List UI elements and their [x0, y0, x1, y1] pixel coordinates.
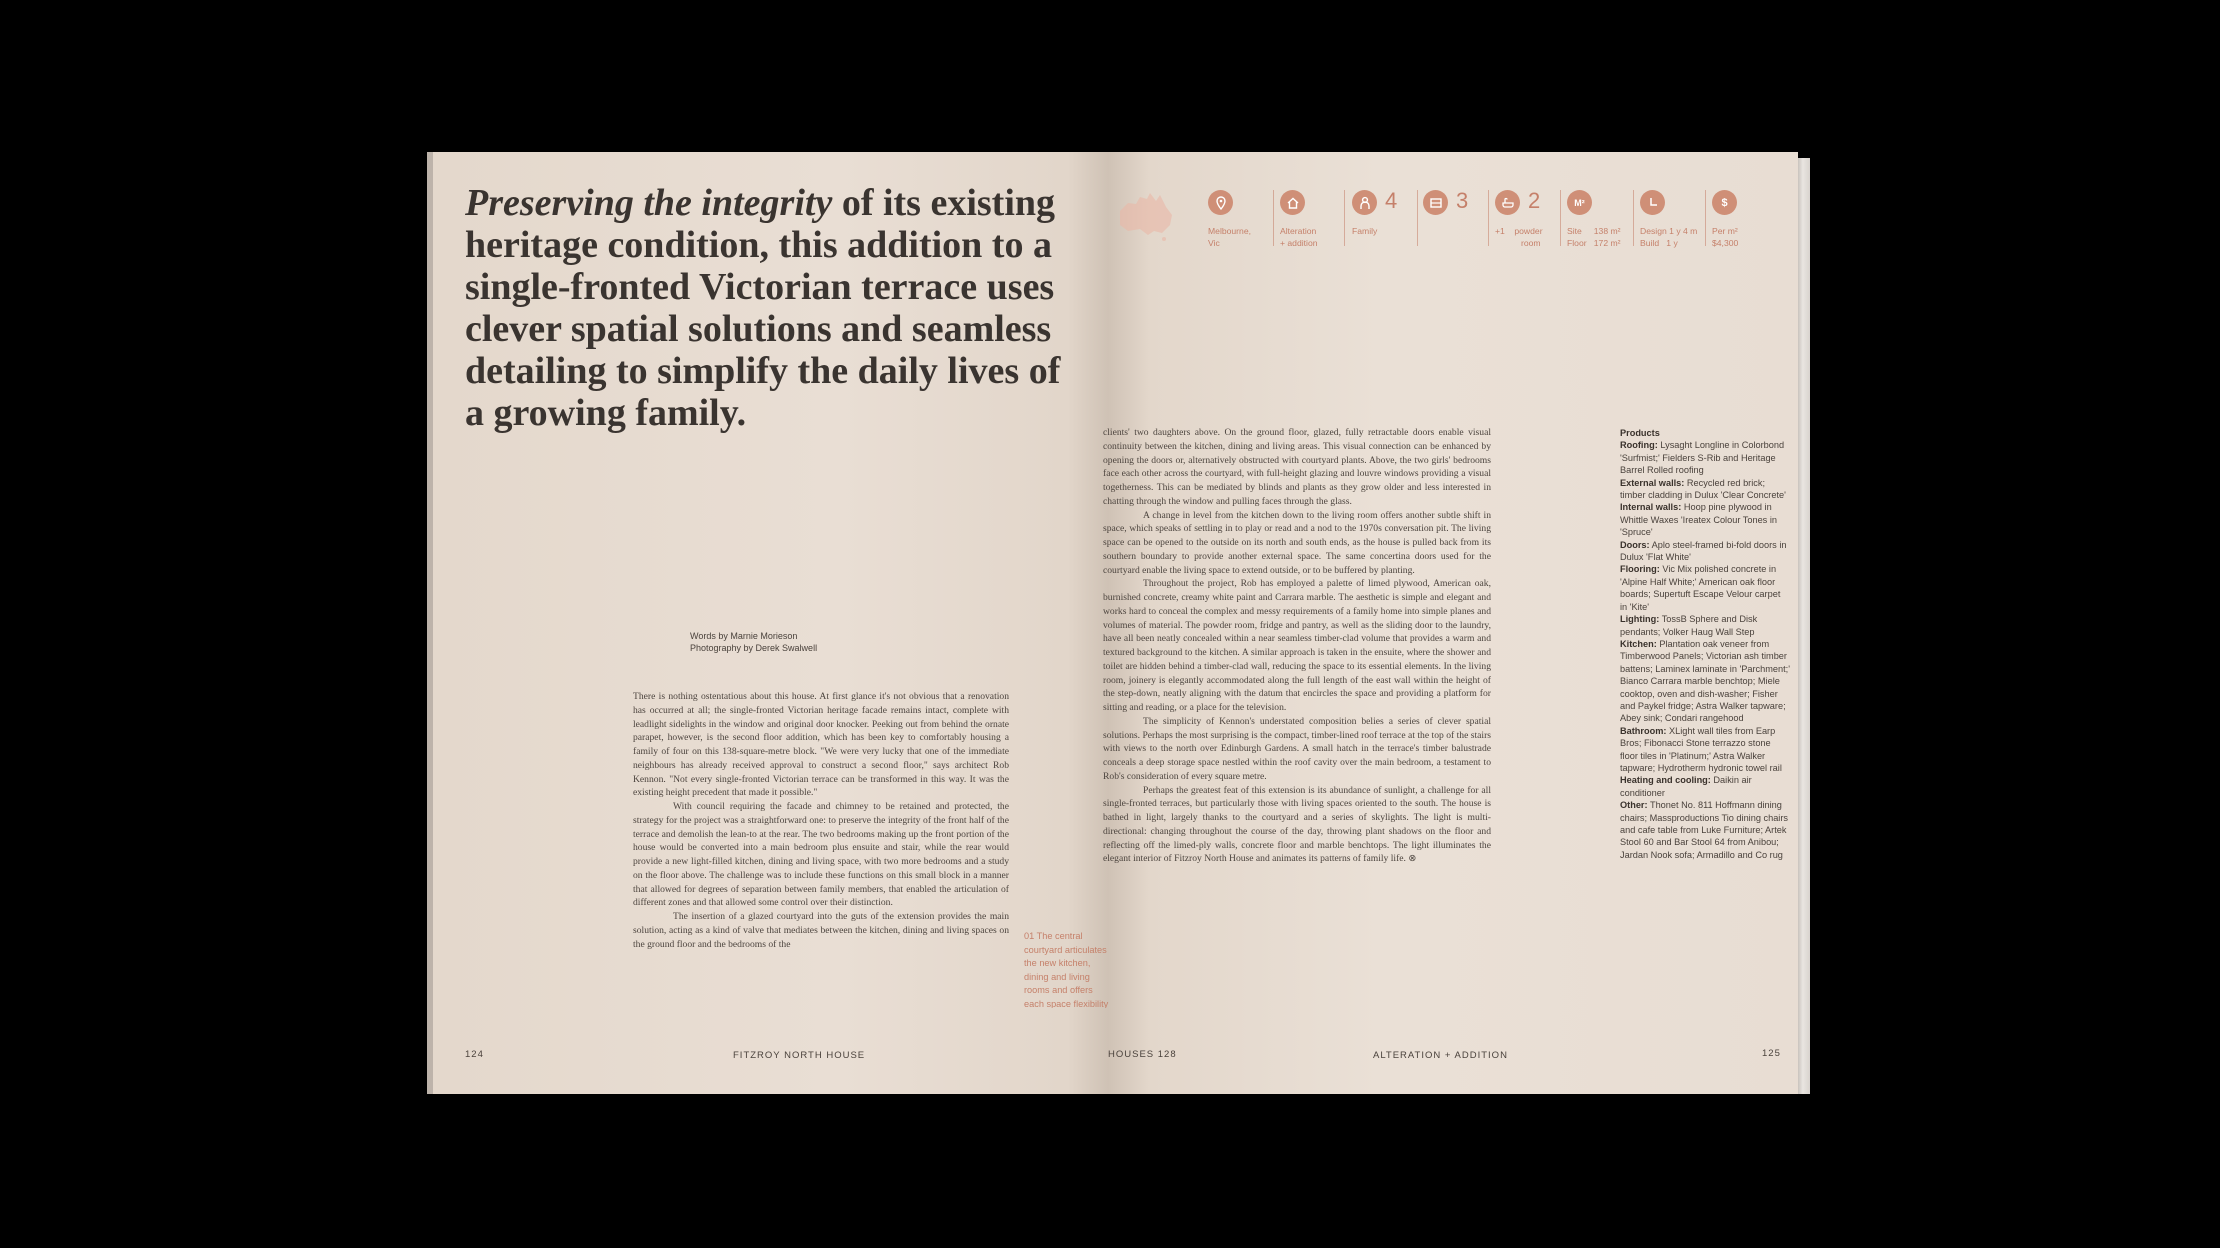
magazine-issue: HOUSES 128 — [1108, 1049, 1177, 1060]
stat-label — [1640, 237, 1704, 249]
bathroom-count: 2 — [1528, 188, 1541, 213]
floor-label: Floor — [1567, 238, 1587, 248]
body-paragraph: The simplicity of Kennon's understated composition belies a series of clever spatial solutions. Perhaps the most surprising is the compact, timber-lined roof terrace at the top of the stairs with views to the north over Edinburgh Gardens. A small hatch in the terrace's timber balustrade conceals a deep storage space nestled within the roof cavity over the main bedroom, a testament to Rob's consideration of every square metre. — [1103, 715, 1491, 782]
stat-label — [1567, 225, 1627, 237]
product-label: Lighting: — [1620, 614, 1660, 625]
location-pin-icon — [1208, 190, 1233, 215]
product-item — [1620, 613, 1790, 638]
product-label: Heating and cooling: — [1620, 775, 1711, 786]
caption-line: 01 The central — [1024, 931, 1083, 941]
left-body-column — [633, 690, 1009, 1008]
product-text: Hoop pine plywood in Whittle Waxes 'Ireatex Colour Tones in 'Spruce' — [1620, 502, 1777, 538]
bedroom-count: 3 — [1456, 188, 1469, 213]
product-item — [1620, 439, 1790, 476]
products-title: Products — [1620, 428, 1660, 438]
floor-value: 172 m² — [1593, 238, 1621, 248]
divider — [1417, 190, 1418, 246]
product-text: TossB Sphere and Disk pendants; Volker Haug Wall Step — [1620, 614, 1758, 637]
people-count: 4 — [1385, 188, 1398, 213]
body-paragraph: There is nothing ostentatious about this house. At first glance it's not obvious that a renovation has occurred at all; the single-fronted Victorian heritage facade remains intact, complete with leadlight sidelights in the window and original door knocker. Peeking out from behind the ornate parapet, however, is the second floor addition, which has been key to comfortably housing a family of four on this 138-square-metre block. "We were very lucky that one of the immediate neighbours has already received approval to construct a second floor," says architect Rob Kennon. "Not every single-fronted Victorian terrace can be transformed in this way. It was the existing height precedent that made it possible." — [633, 691, 1009, 799]
body-paragraph: Perhaps the greatest feat of this extension is its abundance of sunlight, a challenge for all single-fronted terraces, but particularly those with living spaces oriented to the south. The house is bathed in light, largely thanks to the courtyard and a series of skylights. The light is multi-directional: changing throughout the course of the day, throwing plant shadows on the floor and reflecting off the limed-ply walls, concrete floor and marble benchtops. The light illuminates the elegant interior of Fitzroy North House and animates its patterns of family life. ⊗ — [1103, 784, 1491, 865]
body-paragraph: Throughout the project, Rob has employed a palette of limed plywood, American oak, burnished concrete, creamy white paint and Carrara marble. The aesthetic is simple and elegant and works hard to conceal the complex and messy requirements of a family home into simple planes and volumes of material. The powder room, fridge and pantry, as well as the sliding door to the laundry, have all been neatly concealed within a near seamless timber-clad volume that provides a warm and textured background to the kitchen. A similar approach is taken in the ensuite, where the shower and toilet are hidden behind a timber-clad wall, reducing the space to its essential elements. In the living room, joinery is elegantly accommodated along the full length of the east wall within the height of the step-down, neatly aligning with the datum that encircles the space and providing a platform for sitting and reading, or a place for the television. — [1103, 578, 1491, 713]
stat-label: Melbourne, — [1208, 226, 1251, 236]
product-text: Plantation oak veneer from Timberwood Panels; Victorian ash timber battens; Laminex laminate in 'Parchment;' Bianco Carrara marble benchtop; Miele cooktop, oven and dish-washer; Fisher and Paykel fridge; Astra Walker tapware; Abey sink; Condari rangehood — [1620, 638, 1790, 724]
caption-line: rooms and offers — [1024, 985, 1093, 995]
stat-bedrooms — [1423, 190, 1448, 215]
site-value: 138 m² — [1593, 226, 1621, 236]
design-label: Design — [1640, 226, 1667, 236]
divider — [1488, 190, 1489, 246]
product-item — [1620, 563, 1790, 613]
caption-line: the new kitchen, — [1024, 958, 1091, 968]
product-label: External walls: — [1620, 477, 1685, 488]
divider — [1273, 190, 1274, 246]
credit-words: Words by Marnie Morieson — [690, 631, 798, 641]
product-label: Flooring: — [1620, 564, 1660, 575]
product-label: Bathroom: — [1620, 725, 1667, 736]
right-running-head: ALTERATION + ADDITION — [1373, 1050, 1508, 1061]
product-item — [1620, 477, 1790, 502]
product-label: Kitchen: — [1620, 638, 1657, 649]
product-text: Aplo steel-framed bi-fold doors in Dulux 'Flat White' — [1620, 539, 1787, 563]
stat-label — [1495, 225, 1543, 237]
stat-label — [1567, 237, 1627, 249]
headline — [465, 182, 1085, 434]
product-text: Recycled red brick; timber cladding in Dulux 'Clear Concrete' — [1620, 477, 1786, 501]
product-label: Internal walls: — [1620, 502, 1682, 513]
body-paragraph: With council requiring the facade and chimney to be retained and protected, the strategy for the project was a straightforward one: to preserve the integrity of the front half of the terrace and demolish the lean-to at the rear. The two bedrooms making up the front portion of the house would be converted into a main bedroom plus ensuite and stair, while the rear would provide a new light-filled kitchen, dining and living space, with two more bedrooms and a study on the floor above. The challenge was to include these functions on this small block in a manner that allowed for degrees of separation between family members, that enabled the articulation of different zones and that allowed some control over their distinction. — [633, 801, 1009, 909]
product-text: Lysaght Longline in Colorbond 'Surfmist;' Fielders S-Rib and Heritage Barrel Rolled roofing — [1620, 440, 1785, 476]
area-icon — [1567, 190, 1592, 215]
stat-label: $4,300 — [1712, 238, 1739, 248]
bath-icon — [1495, 190, 1520, 215]
product-label: Doors: — [1620, 539, 1650, 550]
right-page-number: 125 — [1762, 1048, 1781, 1059]
products-list — [1620, 427, 1790, 861]
product-item — [1620, 501, 1790, 538]
stat-cost — [1712, 190, 1738, 249]
stat-time — [1640, 190, 1704, 249]
product-label: Roofing: — [1620, 440, 1658, 451]
build-value: 1 y — [1666, 238, 1678, 248]
stat-label: + addition — [1280, 238, 1318, 248]
dollar-glyph: $ — [1721, 196, 1728, 209]
site-label: Site — [1567, 226, 1582, 236]
right-body-column — [1103, 426, 1491, 1012]
caption-line: each space flexibility — [1024, 998, 1109, 1008]
credit-photography: Photography by Derek Swalwell — [690, 643, 818, 653]
headline-rest: of its existing heritage condition, this addition to a single-fronted Victorian terrace uses clever spatial solutions and seamless detailing to simplify the daily lives of a growing family. — [465, 182, 1061, 434]
body-paragraph: clients' two daughters above. On the ground floor, glazed, fully retractable doors enable visual continuity between the kitchen, dining and living areas. This visual connection can be enhanced by opening the doors or, alternatively obstructed with courtyard plants. Above, the two girls' bedrooms face each other across the courtyard, with full-height glazing and louvre windows providing a visual togetherness. This can be mediated by blinds and plants as they grow older and less interested in chatting through the window and pulling faces through the glass. — [1103, 427, 1491, 507]
left-running-head: FITZROY NORTH HOUSE — [733, 1050, 866, 1061]
product-text: Vic Mix polished concrete in 'Alpine Half White;' American oak floor boards; Supertuft Escape Velour carpet in 'Kite' — [1620, 564, 1781, 612]
headline-italic: Preserving the integrity — [465, 182, 833, 224]
credits — [690, 630, 817, 654]
image-caption — [1024, 930, 1112, 1008]
person-icon — [1352, 190, 1377, 215]
stat-label: Family — [1352, 226, 1378, 236]
divider — [1344, 190, 1345, 246]
design-value: 1 y 4 m — [1669, 226, 1698, 236]
divider — [1633, 190, 1634, 246]
australia-map-icon — [1114, 189, 1180, 243]
build-label: Build — [1640, 238, 1660, 248]
area-glyph: M² — [1574, 197, 1585, 208]
product-item — [1620, 539, 1790, 564]
product-item — [1620, 725, 1790, 775]
stat-label: room — [1521, 238, 1541, 248]
product-label: Other: — [1620, 800, 1648, 811]
left-page-number: 124 — [465, 1049, 484, 1060]
stat-type — [1280, 190, 1318, 249]
product-text: Daikin air conditioner — [1620, 775, 1752, 798]
stat-area — [1567, 190, 1627, 249]
stat-label: Vic — [1208, 238, 1220, 248]
product-item — [1620, 638, 1790, 725]
clock-icon — [1640, 190, 1665, 215]
divider — [1705, 190, 1706, 246]
product-item — [1620, 774, 1790, 799]
dollar-icon — [1712, 190, 1737, 215]
house-icon — [1280, 190, 1305, 215]
caption-line: dining and living — [1024, 971, 1090, 982]
powder-label: powder — [1514, 226, 1543, 236]
body-paragraph: The insertion of a glazed courtyard into the guts of the extension provides the main solution, acting as a kind of valve that mediates between the kitchen, dining and living spaces on the ground floor and the bedrooms of the — [633, 911, 1009, 950]
body-paragraph: A change in level from the kitchen down to the living room offers another subtle shift in space, which speaks of settling in to play or read and a nod to the 1970s conversation pit. The living space can be opened to the outside on its north and south ends, as the house is pulled back from its southern boundary to provide another external space. The same concertina doors used for the courtyard enable the living space to extend outside, or to be buffered by planting. — [1103, 509, 1491, 576]
product-item — [1620, 799, 1790, 861]
stat-location — [1208, 190, 1251, 249]
stat-label — [1640, 225, 1704, 237]
product-text: XLight wall tiles from Earp Bros; Fibonacci Stone terrazzo stone floor tiles in 'Platinum;' Astra Walker tapware; Hydrotherm hydronic towel rail — [1620, 725, 1782, 773]
product-text: Thonet No. 811 Hoffmann dining chairs; Massproductions Tio dining chairs and cafe table from Luke Furniture; Artek Stool 60 and Bar Stool 64 from Anibou; Jardan Nook sofa; Armadillo and Co rug — [1620, 800, 1789, 860]
caption-line: courtyard articulates — [1024, 944, 1107, 955]
stat-label: Per m² — [1712, 226, 1738, 236]
stat-people — [1352, 190, 1377, 237]
divider — [1560, 190, 1561, 246]
stat-label: Alteration — [1280, 226, 1317, 236]
powder-count: +1 — [1495, 226, 1505, 236]
bed-icon — [1423, 190, 1448, 215]
